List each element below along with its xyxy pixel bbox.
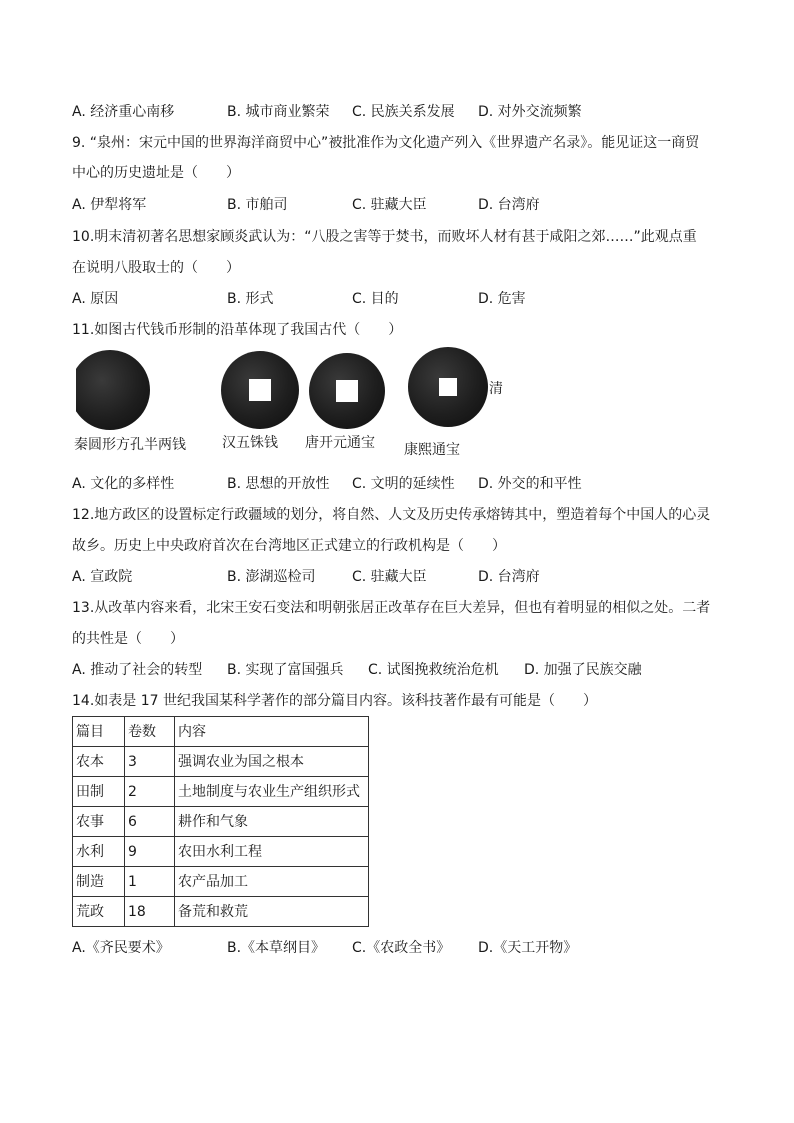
table-cell: 农田水利工程	[175, 837, 369, 867]
q11-option-b: B. 思想的开放性	[227, 476, 330, 492]
q13-stem-line2: 的共性是（ ）	[72, 631, 184, 647]
q12-option-b: B. 澎湖巡检司	[227, 569, 316, 585]
q11-option-d: D. 外交的和平性	[478, 476, 582, 492]
q9-option-b: B. 市舶司	[227, 197, 288, 213]
q9-option-c: C. 驻藏大臣	[352, 197, 427, 213]
table-cell: 强调农业为国之根本	[175, 747, 369, 777]
table-row	[73, 837, 369, 867]
q14-option-a: A.《齐民要术》	[72, 940, 170, 956]
table-header-cell: 卷数	[125, 717, 175, 747]
q14-stem: 14.如表是 17 世纪我国某科学著作的部分篇目内容。该科技著作最有可能是（ ）	[72, 693, 597, 709]
q13-options	[72, 660, 722, 680]
coin-han-image	[221, 351, 299, 429]
q8-option-b: B. 城市商业繁荣	[227, 104, 330, 120]
q10-option-d: D. 危害	[478, 291, 526, 307]
q11-option-a: A. 文化的多样性	[72, 476, 175, 492]
q10-option-c: C. 目的	[352, 291, 399, 307]
q12-stem-line2: 故乡。历史上中央政府首次在台湾地区正式建立的行政机构是（ ）	[72, 538, 506, 554]
table-cell: 农产品加工	[175, 867, 369, 897]
coin-tang-image	[309, 353, 385, 429]
q9-stem-line2: 中心的历史遗址是（ ）	[72, 165, 240, 181]
coin-kangxi-label: 康熙通宝	[404, 442, 460, 458]
q9-option-d: D. 台湾府	[478, 197, 540, 213]
q11-option-c: C. 文明的延续性	[352, 476, 455, 492]
q8-option-c: C. 民族关系发展	[352, 104, 455, 120]
table-row	[73, 897, 369, 927]
q10-option-a: A. 原因	[72, 291, 119, 307]
table-header-cell: 内容	[175, 717, 369, 747]
q13-option-a: A. 推动了社会的转型	[72, 662, 203, 678]
q14-option-c: C.《农政全书》	[352, 940, 451, 956]
coin-qing-mark: 清	[489, 381, 503, 397]
table-header-cell: 篇目	[73, 717, 125, 747]
coin-kangxi-image	[408, 347, 488, 427]
table-cell: 3	[125, 747, 175, 777]
table-cell: 农本	[73, 747, 125, 777]
table-cell: 制造	[73, 867, 125, 897]
q13-option-c: C. 试图挽救统治危机	[368, 662, 499, 678]
q8-options	[72, 102, 722, 122]
table-row	[73, 747, 369, 777]
q12-option-c: C. 驻藏大臣	[352, 569, 427, 585]
q9-stem-line1: 9. “泉州：宋元中国的世界海洋商贸中心”被批准作为文化遗产列入《世界遗产名录》。能见证这一商贸	[72, 135, 700, 151]
table-cell: 1	[125, 867, 175, 897]
table-cell: 水利	[73, 837, 125, 867]
q11-stem: 11.如图古代钱币形制的沿革体现了我国古代（ ）	[72, 322, 403, 338]
coin-qin-image	[76, 350, 156, 430]
table-cell: 18	[125, 897, 175, 927]
table-row	[73, 867, 369, 897]
q12-option-d: D. 台湾府	[478, 569, 540, 585]
q13-option-b: B. 实现了富国强兵	[227, 662, 344, 678]
coin-tang-label: 唐开元通宝	[305, 435, 375, 451]
q10-option-b: B. 形式	[227, 291, 274, 307]
table-cell: 土地制度与农业生产组织形式	[175, 777, 369, 807]
q10-options	[72, 289, 722, 309]
q14-table	[72, 716, 369, 927]
table-row	[73, 807, 369, 837]
table-cell: 农事	[73, 807, 125, 837]
q12-options	[72, 567, 722, 587]
table-cell: 9	[125, 837, 175, 867]
table-cell: 2	[125, 777, 175, 807]
q10-stem-line1: 10.明末清初著名思想家顾炎武认为：“八股之害等于焚书，而败坏人材有甚于咸阳之郊……”此观点重	[72, 229, 697, 245]
q9-options	[72, 195, 722, 215]
q8-option-d: D. 对外交流频繁	[478, 104, 582, 120]
table-header-row	[73, 717, 369, 747]
q12-option-a: A. 宣政院	[72, 569, 133, 585]
q13-stem-line1: 13.从改革内容来看，北宋王安石变法和明朝张居正改革存在巨大差异，但也有着明显的相似之处。二者	[72, 600, 711, 616]
table-cell: 备荒和救荒	[175, 897, 369, 927]
table-cell: 耕作和气象	[175, 807, 369, 837]
q10-stem-line2: 在说明八股取士的（ ）	[72, 260, 240, 276]
table-row	[73, 777, 369, 807]
table-cell: 田制	[73, 777, 125, 807]
q11-options	[72, 474, 722, 494]
q12-stem-line1: 12.地方政区的设置标定行政疆域的划分，将自然、人文及历史传承熔铸其中，塑造着每个中国人的心灵	[72, 507, 711, 523]
q13-option-d: D. 加强了民族交融	[524, 662, 642, 678]
q14-option-b: B.《本草纲目》	[227, 940, 326, 956]
coin-qin-label: 秦圆形方孔半两钱	[74, 437, 186, 453]
coin-han-label: 汉五铢钱	[222, 435, 278, 451]
q9-option-a: A. 伊犁将军	[72, 197, 147, 213]
table-cell: 6	[125, 807, 175, 837]
table-cell: 荒政	[73, 897, 125, 927]
q14-option-d: D.《天工开物》	[478, 940, 578, 956]
q14-options	[72, 938, 722, 958]
q8-option-a: A. 经济重心南移	[72, 104, 175, 120]
